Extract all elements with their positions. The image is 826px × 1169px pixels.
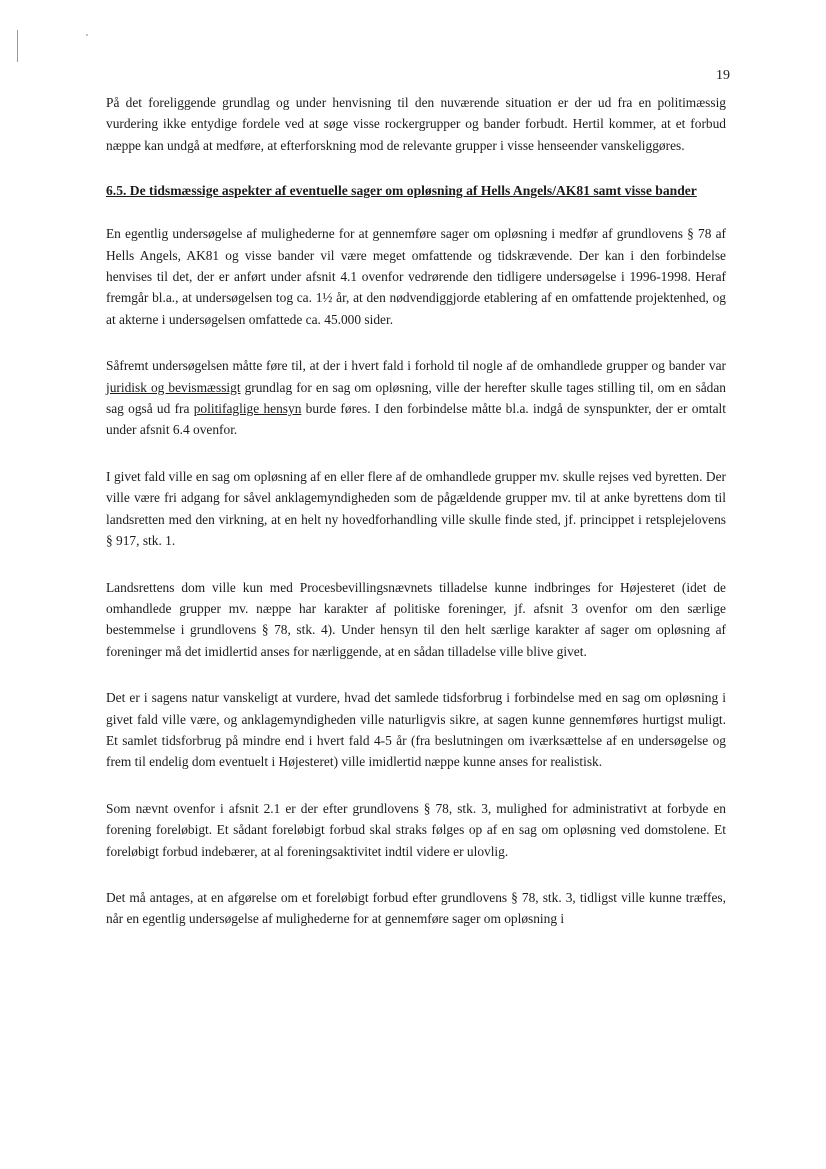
paragraph-3-text-3: burde føres. I den forbindelse måtte bl.a. indgå de synspunkter, der er omtalt under afsnit 6.4 ovenfor.: [106, 401, 726, 438]
paragraph-7: Som nævnt ovenfor i afsnit 2.1 er der efter grundlovens § 78, stk. 3, mulighed for administrativt at forbyde en forening foreløbigt. Et sådant foreløbigt forbud skal straks følges op af en sag om opløsning ved domstolene. Et foreløbigt forbud indebærer, at al foreningsaktivitet indtil videre er ulovlig.: [106, 800, 726, 859]
paragraph-2: En egentlig undersøgelse af mulighederne for at gennemføre sager om opløsning i medfør af grundlovens § 78 af Hells Angels, AK81 og visse bander vil være meget omfattende og tidskrævende. Der kan i den forbindelse henvises til det, der er anført under afsnit 4.1 ovenfor vedrørende den tidligere undersøgelse i 1996-1998. Heraf fremgår bl.a., at undersøgelsen tog ca. 1½ år, at den nødvendiggjorde etablering af en omfattende projektenhed, og at akterne i undersøgelsen omfattede ca. 45.000 sider.: [106, 226, 726, 327]
paragraph-5: Landsrettens dom ville kun med Procesbevillingsnævnets tilladelse kunne indbringes for Højesteret (idet de omhandlede grupper mv. næppe har karakter af politiske foreninger, jf. afsnit 3 ovenfor om den særlige bestemmelse i grundlovens § 78, stk. 4). Under hensyn til den helt særlige karakter af sager om opløsning af foreninger må det imidlertid anses for nærliggende, at en sådan tilladelse ville blive givet.: [106, 579, 726, 659]
paragraph-3-text-2: grundlag for en sag om opløsning, ville der herefter skulle tages stilling til, om en sådan sag også ud fra: [106, 379, 726, 417]
underlined-politifaglige: politifaglige hensyn: [193, 401, 302, 417]
document-body: [106, 92, 726, 955]
page-number: 19: [716, 68, 730, 83]
scan-artifact-line: [17, 30, 18, 62]
paragraph-1: På det foreliggende grundlag og under henvisning til den nuværende situation er der ud fra en politimæssig vurdering ikke entydige fordele ved at søge visse rockergrupper og bander forbudt. Hertil kommer, at et forbud næppe kan undgå at medføre, at efterforskning mod de relevante grupper i visse henseender vanskeliggøres.: [106, 95, 726, 153]
section-heading: 6.5. De tidsmæssige aspekter af eventuelle sager om opløsning af Hells Angels/AK81 samt visse bander: [106, 183, 697, 199]
paragraph-4: I givet fald ville en sag om opløsning af en eller flere af de omhandlede grupper mv. skulle rejses ved byretten. Der ville være fri adgang for såvel anklagemyndigheden som de pågældende grupper mv. til at anke byrettens dom til landsretten med den virkning, at en helt ny hovedforhandling ville skulle finde sted, jf. princippet i retsplejelovens § 917, stk. 1.: [106, 468, 726, 549]
paragraph-3: [106, 355, 726, 441]
paragraph-8: Det må antages, at en afgørelse om et foreløbigt forbud efter grundlovens § 78, stk. 3, tidligst ville kunne træffes, når en egentlig undersøgelse af mulighederne for at gennemføre sager om opløsning i: [106, 889, 726, 927]
scan-artifact-dot: [86, 34, 88, 36]
underlined-juridisk: juridisk og bevismæssigt: [106, 379, 241, 395]
paragraph-3-text-1: Såfremt undersøgelsen måtte føre til, at der i hvert fald i forhold til nogle af de omhandlede grupper og bander var: [106, 358, 726, 374]
paragraph-6: Det er i sagens natur vanskeligt at vurdere, hvad det samlede tidsforbrug i forbindelse med en sag om opløsning i givet fald ville være, og anklagemyndigheden ville naturligvis sikre, at sagen kunne gennemføres hurtigst muligt. Et samlet tidsforbrug på mindre end i hvert fald 4-5 år (fra beslutningen om iværksættelse af en undersøgelse og frem til endelig dom eventuelt i Højesteret) ville imidlertid næppe kunne anses for realistisk.: [106, 690, 726, 770]
